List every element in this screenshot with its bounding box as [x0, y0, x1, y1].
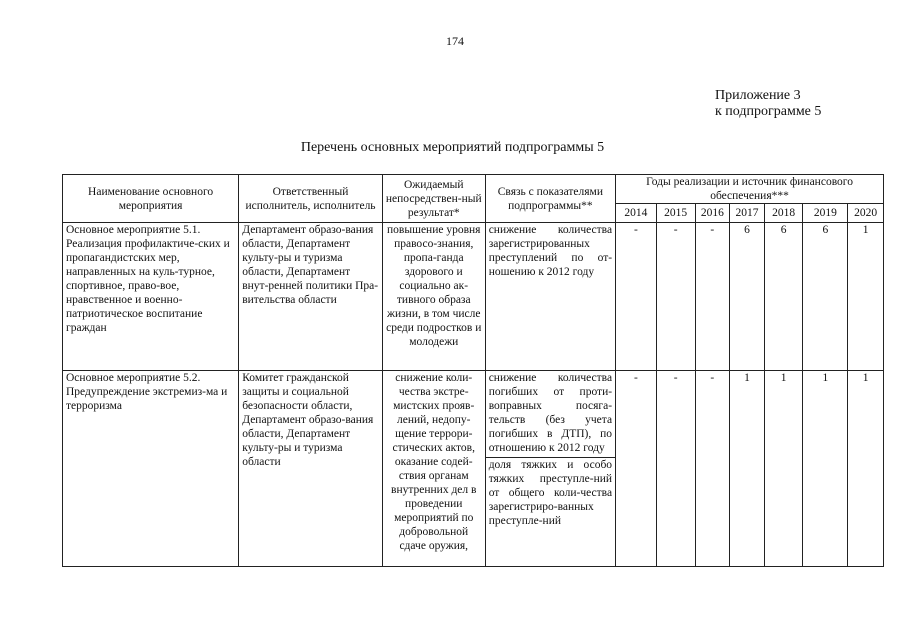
header-name: Наименование основного мероприятия: [63, 175, 239, 223]
document-title: Перечень основных мероприятий подпрограммы 5: [300, 140, 605, 155]
header-year: 2020: [848, 204, 884, 223]
row-value: -: [695, 223, 730, 371]
appendix-line-2: к подпрограмме 5: [715, 104, 822, 119]
row-value: -: [616, 223, 657, 371]
row-name: Основное мероприятие 5.2. Предупреждение экстремиз-ма и терроризма: [63, 371, 239, 567]
header-year: 2016: [695, 204, 730, 223]
row-value: 6: [730, 223, 765, 371]
row-link: снижение количества зарегистрированных преступлений по от-ношению к 2012 году: [485, 223, 615, 371]
row-value: 1: [764, 371, 803, 567]
row-link: снижение количества погибших от проти-воправных посяга-тельств (без учета погибших в ДТП), по отношению к 2012 году: [486, 371, 615, 458]
row-result: снижение коли-чества экстре-мистских прояв-лений, недопу-щение террори-стических актов, оказание содей-ствия органам внутренних дел в проведении мероприятий по добровольной сдаче оружия,: [382, 371, 485, 567]
row-value: -: [656, 371, 695, 567]
header-result: Ожидаемый непосредствен-ный результат*: [382, 175, 485, 223]
page-number: 174: [446, 34, 464, 48]
activities-table: [62, 174, 884, 567]
row-value: 1: [848, 223, 884, 371]
appendix-label: [715, 88, 821, 120]
row-value: -: [616, 371, 657, 567]
row-value: 1: [848, 371, 884, 567]
appendix-line-1: Приложение 3: [715, 88, 801, 103]
row-value: 1: [730, 371, 765, 567]
header-year: 2017: [730, 204, 765, 223]
row-link-cell: [485, 371, 615, 567]
row-value: 1: [803, 371, 848, 567]
row-value: -: [695, 371, 730, 567]
row-name: Основное мероприятие 5.1. Реализация профилактиче-ских и пропагандистских мер, направленных на куль-турное, спортивное, право-вое, нравственное и военно-патриотическое воспитание граждан: [63, 223, 239, 371]
table-row: [63, 371, 884, 567]
header-year: 2019: [803, 204, 848, 223]
row-executor: Департамент образо-вания области, Департамент культу-ры и туризма области, Департамент внут-ренней политики Пра-вительства области: [239, 223, 383, 371]
header-year: 2014: [616, 204, 657, 223]
row-value: -: [656, 223, 695, 371]
header-year: 2015: [656, 204, 695, 223]
row-executor: Комитет гражданской защиты и социальной безопасности области, Департамент образо-вания области, Департамент культу-ры и туризма области: [239, 371, 383, 567]
row-value: 6: [764, 223, 803, 371]
header-years-group: Годы реализации и источник финансового обеспечения***: [616, 175, 884, 204]
row-value: 6: [803, 223, 848, 371]
header-executor: Ответственный исполнитель, исполнитель: [239, 175, 383, 223]
header-link: Связь с показателями подпрограммы**: [485, 175, 615, 223]
row-result: повышение уровня правосо-знания, пропа-ганда здорового и социально ак-тивного образа жизни, в том числе среди подростков и молодежи: [382, 223, 485, 371]
row-link: доля тяжких и особо тяжких преступле-ний от общего коли-чества зарегистриро-ванных преступле-ний: [488, 459, 613, 527]
header-year: 2018: [764, 204, 803, 223]
table-row: [63, 223, 884, 371]
